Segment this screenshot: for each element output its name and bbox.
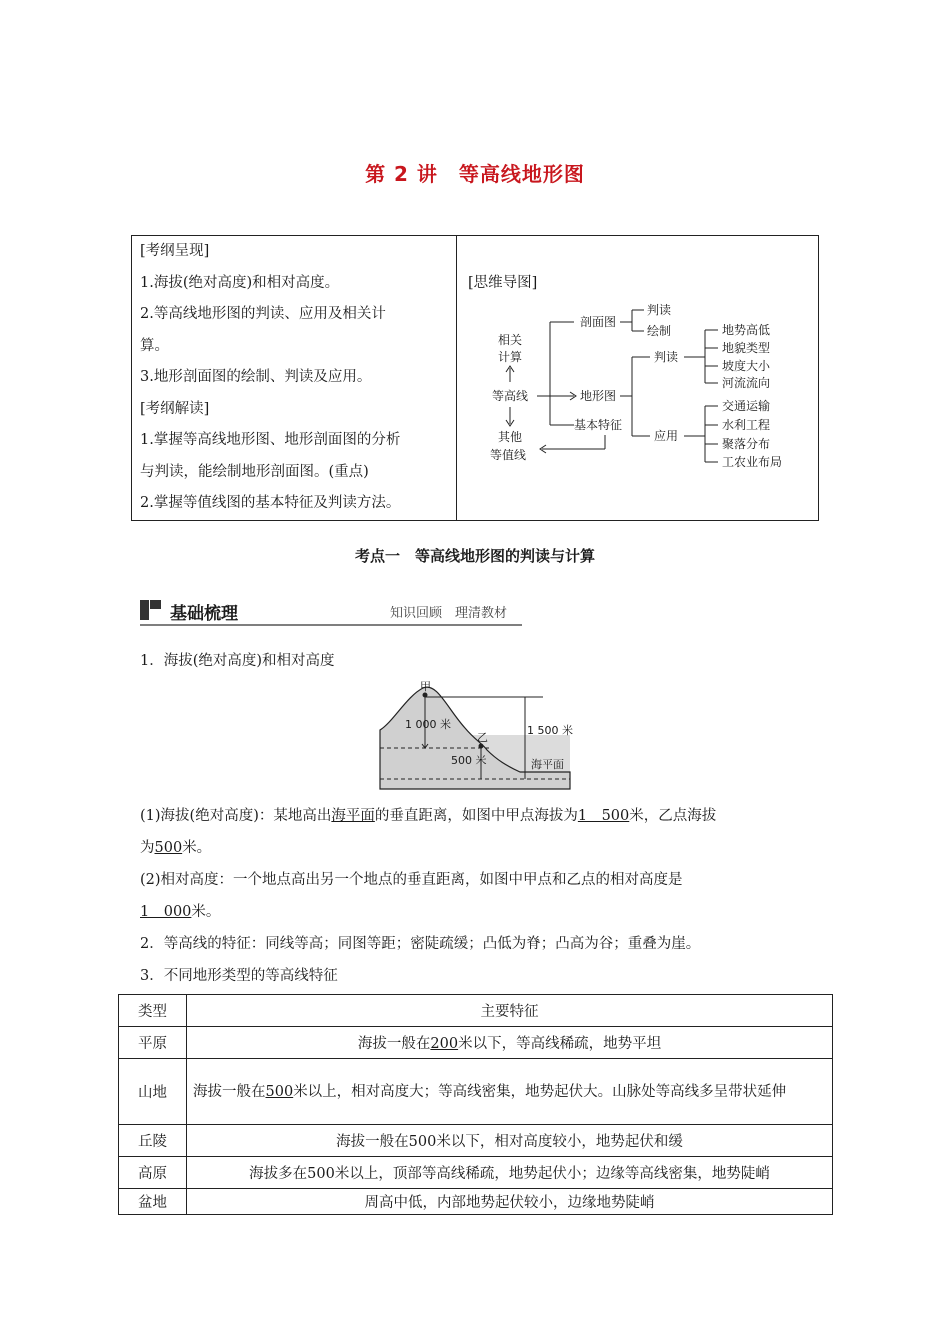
mm-other-2: 等值线 [490, 448, 527, 462]
cell-type: 平原 [119, 1027, 187, 1059]
cell-type: 盆地 [119, 1189, 187, 1215]
mm-contour: 等高线 [492, 389, 529, 403]
paragraph-relative: (2)相对高度：一个地点高出另一个地点的垂直距离，如图中甲点和乙点的相对高度是 [140, 872, 683, 888]
answer-200: 200 [430, 1036, 459, 1052]
mindmap-diagram [460, 295, 815, 480]
outline-line: 1.海拔(绝对高度)和相对高度。 [140, 274, 340, 291]
outline-line: 1.掌握等高线地形图、地形剖面图的分析 [140, 432, 401, 448]
text-span: 米以上，相对高度大；等高线密集，地势起伏大。山脉处等高线多呈带状延伸 [293, 1083, 787, 1100]
point-yi: 乙 [477, 731, 488, 744]
outline-line: [考纲呈现] [140, 243, 210, 259]
mm-apply: 应用 [654, 429, 679, 443]
mindmap-label: [思维导图] [468, 275, 538, 291]
cell-feature: 海拔多在500米以上，顶部等高线稀疏，地势起伏小；边缘等高线密集，地势陡峭 [187, 1157, 833, 1189]
table-row [119, 1189, 833, 1215]
exam-outline [140, 236, 450, 520]
outline-divider [456, 235, 457, 521]
mm-other-1: 其他 [498, 430, 523, 444]
cell-type: 丘陵 [119, 1125, 187, 1157]
text-span: 米。 [182, 840, 212, 856]
answer-1500: 1 500 [577, 808, 630, 824]
paragraph-relative-cont [140, 896, 220, 928]
cell-type: 山地 [119, 1059, 187, 1125]
mm-apply-item: 聚落分布 [722, 437, 771, 451]
outline-line: 算。 [140, 337, 169, 354]
text-span: 米。 [191, 904, 221, 920]
paragraph-altitude-cont [140, 832, 211, 864]
text-span: (1)海拔(绝对高度)：某地高出 [140, 808, 332, 824]
table-row [119, 1059, 833, 1125]
mm-judge-item: 坡度大小 [722, 359, 771, 373]
cell-feature [187, 1059, 833, 1125]
landform-table [118, 994, 833, 1215]
text-span: 米，乙点海拔 [629, 808, 717, 824]
text-span: 为 [140, 840, 155, 856]
cell-feature: 周高中低，内部地势起伏较小，边缘地势陡峭 [187, 1189, 833, 1215]
outline-line: 2.等高线地形图的判读、应用及相关计 [140, 306, 386, 322]
mm-apply-item: 工农业布局 [722, 455, 783, 469]
mm-profile: 剖面图 [580, 315, 617, 329]
answer-500-mountain: 500 [265, 1083, 294, 1100]
text-span: 海拔一般在 [193, 1083, 266, 1100]
cell-feature: 海拔一般在500米以下，相对高度较小，地势起伏和缓 [187, 1125, 833, 1157]
answer-500: 500 [154, 840, 183, 856]
mm-apply-item: 水利工程 [722, 418, 771, 432]
mm-read: 判读 [647, 303, 672, 317]
mm-judge: 判读 [654, 350, 679, 364]
outline-line: 2.掌握等值线图的基本特征及判读方法。 [140, 495, 401, 511]
header-type: 类型 [119, 995, 187, 1027]
mm-judge-item: 地貌类型 [722, 341, 771, 355]
basics-title: 基础梳理 [170, 604, 238, 624]
table-row [119, 1125, 833, 1157]
mm-basic: 基本特征 [574, 418, 623, 432]
mm-related-1: 相关 [498, 333, 523, 347]
outline-line: [考纲解读] [140, 400, 210, 417]
header-feature: 主要特征 [187, 995, 833, 1027]
label-sea-level: 海平面 [531, 758, 564, 771]
text-span: 的垂直距离，如图中甲点海拔为 [374, 808, 578, 824]
outline-line: 与判读，能绘制地形剖面图。(重点) [140, 463, 369, 480]
text-span: 米以下，等高线稀疏，地势平坦 [458, 1036, 662, 1052]
mm-judge-item: 地势高低 [722, 323, 771, 337]
table-row [119, 1157, 833, 1189]
cell-feature [187, 1027, 833, 1059]
paragraph-landform-heading: 3．不同地形类型的等高线特征 [140, 968, 338, 984]
section1-heading: 1．海拔(绝对高度)和相对高度 [140, 653, 335, 669]
paragraph-altitude [140, 800, 716, 832]
mm-draw: 绘制 [647, 324, 672, 338]
table-header-row [119, 995, 833, 1027]
label-1500m: 1 500 米 [527, 724, 573, 737]
mm-judge-item: 河流流向 [722, 376, 771, 390]
mm-apply-item: 交通运输 [722, 399, 771, 413]
mm-topo: 地形图 [580, 389, 617, 403]
label-500m: 500 米 [451, 754, 487, 767]
outline-line: 3.地形剖面图的绘制、判读及应用。 [140, 369, 372, 385]
paragraph-contour-features: 2．等高线的特征：同线等高；同图等距；密陡疏缓；凸低为脊；凸高为谷；重叠为崖。 [140, 936, 701, 952]
basics-subtitle: 知识回顾 理清教材 [390, 606, 508, 621]
label-1000m: 1 000 米 [405, 718, 451, 731]
text-span: 海拔一般在 [357, 1036, 431, 1052]
altitude-figure [375, 680, 575, 795]
answer-1000: 1 000 [140, 904, 192, 920]
mm-related-2: 计算 [498, 350, 523, 364]
point-jia: 甲 [420, 680, 431, 693]
table-row [119, 1027, 833, 1059]
cell-type: 高原 [119, 1157, 187, 1189]
answer-sea-level: 海平面 [331, 808, 375, 824]
page-title: 第 2 讲 等高线地形图 [365, 162, 585, 186]
section-title: 考点一 等高线地形图的判读与计算 [354, 547, 595, 565]
